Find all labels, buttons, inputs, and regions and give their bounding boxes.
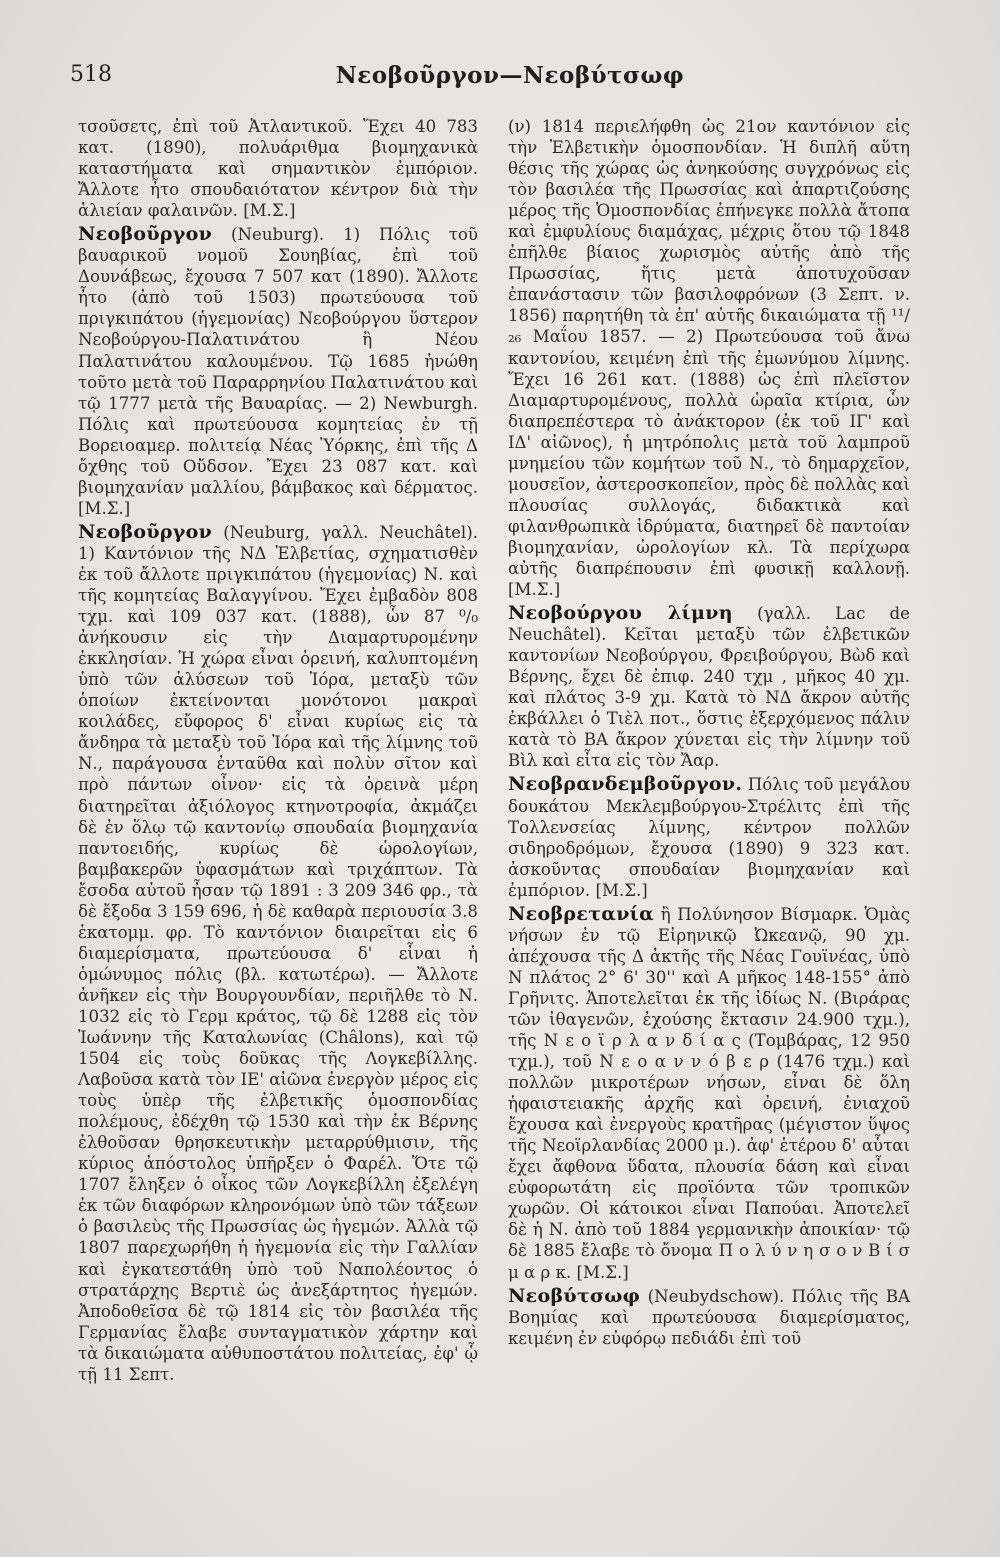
entry-text: ἢ Πολύνησον Βίσμαρκ. Ὁμὰς νήσων ἐν τῷ Εἰρηνικῷ Ὠκεανῷ, 90 χμ. ἀπέχουσα τῆς Δ ἀκτῆς τῆς Νέας Γουϊνέας, ὑπὸ Ν πλάτος 2° 6' 30'' καὶ Α μῆκος 148-155° ἀπὸ Γρῆνιτς. Ἀποτελεῖται ἐκ τῆς ἰδίως Ν. (Βιράρας τῶν ἰθαγενῶν, ἐχούσης ἔκτασιν 24.900 τχμ.), τῆς Ν ε ο ϊ ρ λ α ν δ ί α ς (Τομβάρας, 12 950 τχμ.), τοῦ Ν ε ο α ν ν ό β ε ρ (1476 τχμ.) καὶ πολλῶν μικροτέρων νήσων, εἶναι δὲ ὅλη ἡφαιστειακῆς ἀρχῆς καὶ ὀρεινή, ἐνιαχοῦ ἔχουσα καὶ ἐνεργοὺς κρατῆρας (μέγιστον ὕψος τῆς Νεοϊρλανδίας 2000 μ.). ἀφ' ἑτέρου δ' αὗται ἔχει ἄφθονα ὕδατα, πλουσία δάση καὶ εἶναι εὐφορωτάτη εἰς προϊόντα τῶν τροπικῶν χωρῶν. Οἱ κάτοικοι εἶναι Παπούαι. Ἀποτελεῖ δὲ ἡ Ν. ἀπὸ τοῦ 1884 γερμανικὴν ἀποικίαν· τῷ δὲ 1885 ἔλαβε τὸ ὄνομα Π ο λ ύ ν η σ ο ν Β ί σ μ α ρ κ. [Μ.Σ.] — [508, 904, 910, 1282]
entry-headword: Νεοβρανδεμβοῦργον. — [508, 773, 743, 796]
entry-text: (Neuburg). 1) Πόλις τοῦ βαυαρικοῦ νομοῦ Σουηβίας, ἐπὶ τοῦ Δουνάβεως, ἔχουσα 7 507 κατ (1890). Ἄλλοτε ἦτο (ἀπὸ τοῦ 1503) πρωτεύουσα τοῦ πριγκιπάτου (ἡγεμονίας) Νεοβούργου ὕστερον Νεοβούργου-Παλατινάτου ἢ Νέου Παλατινάτου καλουμένου. Τῷ 1685 ἡνώθη τοῦτο μετὰ τοῦ Παραρρηνίου Παλατινάτου καὶ τῷ 1777 μετὰ τῆς Βαυαρίας. — 2) Newburgh. Πόλις καὶ πρωτεύουσα κομητείας ἐν τῇ Βορειοαμερ. πολιτείᾳ Νέας Ὑόρκης, ἐπὶ τῆς Δ ὄχθης τοῦ Οὔδσον. Ἔχει 23 087 κατ. καὶ βιομηχανίαν μαλλίου, βάμβακος καὶ δέρματος. [Μ.Σ.] — [78, 225, 478, 518]
entry-neubydschow — [508, 1286, 910, 1349]
page-number: 518 — [70, 62, 112, 87]
entry-headword: Νεοβούργου λίμνη — [508, 602, 733, 625]
entry-text: (γαλλ. Lac de Neuchâtel). Κεῖται μεταξὺ τῶν ἐλβετικῶν καντονίων Νεοβούργου, Φρειβούργου, Βὼδ καὶ Βέρνης, ἔχει δὲ ἐπιφ. 240 τχμ , μῆκος 40 χμ. καὶ πλάτος 3-9 χμ. Κατὰ τὸ ΝΔ ἄκρον αὐτῆς ἐκβάλλει ὁ Τιὲλ ποτ., ὅστις ἐξερχόμενος πάλιν κατὰ τὸ ΒΑ ἄκρον χύνεται εἰς τὴν λίμνην τοῦ Βὶλ καὶ εἶτα εἰς τὸν Ἄαρ. — [508, 604, 911, 771]
entry-neubrandenburg — [508, 774, 910, 900]
entry-continuation — [78, 116, 478, 221]
entry-lake-neuchatel — [508, 603, 910, 771]
entry-headword: Νεοβοῦργον — [78, 223, 213, 246]
entry-headword: Νεοβρετανία — [508, 902, 655, 925]
entry-text: Πόλις τοῦ μεγάλου δουκάτου Μεκλεμβούργου-Στρέλιτς ἐπὶ τῆς Τολλενσείας λίμνης, κέντρον πολλῶν σιδηροδρόμων, ἔχουσα (1890) 9 323 κατ. ἀσκοῦντας σπουδαίαν βιομηχανίαν καὶ ἐμπόριον. [Μ.Σ.] — [508, 775, 910, 900]
right-column — [508, 116, 910, 1349]
left-column — [78, 116, 478, 1385]
entry-continuation — [508, 116, 910, 600]
entry-text: (ν) 1814 περιελήφθη ὡς 21ον καντόνιον εἰς τὴν Ἐλβετικὴν ὁμοσπονδίαν. Ἡ διπλῆ αὕτη θέσις τῆς χώρας ὡς ἀνηκούσης συγχρόνως εἰς τὸν βασιλέα τῆς Πρωσσίας καὶ ἀπαρτιζούσης μέρος τῆς Ὁμοσπονδίας ἐπήνεγκε πολλὰ ἄτοπα καὶ ἐμφυλίους διαμάχας, μέχρις ὅτου τῷ 1848 ἐπῆλθε βίαιος χωρισμὸς αὐτῆς ἀπὸ τῆς Πρωσσίας, ἥτις μετὰ ἀποτυχοῦσαν ἐπανάστασιν τῶν βασιλοφρόνων (3 Σεπτ. ν. 1856) παρητήθη τὰ ἐπ' αὐτῆς δικαιώματα τῇ ¹¹/₂₆ Μαΐου 1857. — 2) Πρωτεύουσα τοῦ ἄνω καντονίου, κειμένη ἐπὶ τῆς ἐμωνύμου λίμνης. Ἔχει 16 261 κατ. (1888) ὡς ἐπὶ πλεῖστον Διαμαρτυρομένους, πολλὰ ὡραῖα κτίρια, ὧν διαπρεπέστερα τὸ ἀνάκτορον (ἐκ τοῦ ΙΓ' καὶ ΙΔ' αἰῶνος), ἡ μητρόπολις μετὰ τοῦ λαμπροῦ μνημείου τῶν κομήτων τοῦ Ν., τὸ δημαρχεῖον, μουσεῖον, ἀστεροσκοπεῖον, πρὸς δὲ πολλὰς καὶ πλουσίας συλλογάς, διδακτικὰ καὶ φιλανθρωπικὰ ἱδρύματα, διατηρεῖ δὲ παντοίαν βιομηχανίαν, ὡρολογίων κλ. Τὰ περίχωρα αὐτῆς διαπρέπουσιν ἐπὶ φυσικῇ καλλονῇ. [Μ.Σ.] — [508, 117, 910, 600]
entry-new-britain — [508, 904, 910, 1283]
page-header — [70, 62, 950, 92]
entry-headword: Νεοβοῦργον — [78, 520, 213, 543]
running-head: Νεοβοῦργον—Νεοβύτσωφ — [335, 62, 685, 89]
entry-headword: Νεοβύτσωφ — [508, 1284, 641, 1307]
entry-text: (Neubydschow). Πόλις τῆς ΒΑ Βοημίας καὶ πρωτεύουσα διαμερίσματος, κειμένη ἐν εὐφόρῳ πεδιάδι ἐπὶ τοῦ — [508, 1286, 910, 1348]
entry-neuchatel — [78, 522, 478, 1385]
entry-neuburg-bavaria — [78, 224, 478, 519]
entry-text: (Neuburg, γαλλ. Neuchâtel). 1) Καντόνιον τῆς ΝΔ Ἐλβετίας, σχηματισθὲν ἐκ τοῦ ἄλλοτε πριγκιπάτου (ἡγεμονίας) Ν. καὶ τῆς κομητείας Βαλαγγίνου. Ἔχει ἐμβαδὸν 808 τχμ. καὶ 109 037 κατ. (1888), ὧν 87 ⁰/₀ ἀνήκουσιν εἰς τὴν Διαμαρτυρομένην ἐκκλησίαν. Ἡ χώρα εἶναι ὀρεινή, καλυπτομένη ὑπὸ τῶν ἀλύσεων τοῦ Ἰόρα, μεταξὺ τῶν ὁποίων ἐκτείνονται μονότονοι μακραὶ κοιλάδες, εὔφορος δ' εἶναι κυρίως εἰς τὰ ἄνδηρα τὰ μεταξὺ τοῦ Ἰόρα καὶ τῆς λίμνης τοῦ Ν., παράγουσα ἐνταῦθα καὶ πολὺν σῖτον καὶ πρὸ πάντων οἶνον· εἰς τὰ ὀρεινὰ μέρη διατηρεῖται ἀξιόλογος κτηνοτροφία, ἀκμάζει δὲ ἐν ὅλῳ τῷ καντονίῳ σπουδαία βιομηχανία παντοειδής, κυρίως δὲ ὡρολογίων, βαμβακερῶν ὑφασμάτων καὶ τριχάπτων. Τὰ ἔσοδα αὐτοῦ ἦσαν τῷ 1891 : 3 209 346 φρ., τὰ δὲ ἔξοδα 3 159 696, ἡ δὲ καθαρὰ περιουσία 3.8 ἑκατομμ. φρ. Τὸ καντόνιον διαιρεῖται εἰς 6 διαμερίσματα, πρωτεύουσα δ' εἶναι ἡ ὁμώνυμος πόλις (βλ. κατωτέρω). — Ἄλλοτε ἀνῆκεν εἰς τὴν Βουργουνδίαν, περιῆλθε τὸ Ν. 1032 εἰς τὸ Γερμ κράτος, τῷ δὲ 1288 εἰς τὸν Ἰωάννην τῆς Καταλωνίας (Châlons), καὶ τῷ 1504 εἰς τοὺς δοῦκας τῆς Λογκεβίλλης. Λαβοῦσα κατὰ τὸν ΙΕ' αἰῶνα ἐνεργὸν μέρος εἰς τοὺς ὑπὲρ τῆς ἐλβετικῆς ὁμοσπονδίας πολέμους, ἐδέχθη τῷ 1530 καὶ τὴν ἐκ Βέρνης ἐλθοῦσαν θρησκευτικὴν μεταρρύθμισιν, τῆς κύριος ἀπόστολος ὑπῆρξεν ὁ Φαρέλ. Ὅτε τῷ 1707 ἔληξεν ὁ οἶκος τῶν Λογκεβίλλη ἐξελέγη ἐκ τῶν διαφόρων κληρονόμων ὑπὸ τῶν τάξεων ὁ βασιλεὺς τῆς Πρωσσίας ὡς ἡγεμών. Ἀλλὰ τῷ 1807 παρεχωρήθη ἡ ἡγεμονία εἰς τὴν Γαλλίαν καὶ ἐγκατεστάθη ὑπὸ τοῦ Ναπολέοντος ὁ στρατάρχης Βερτιὲ ὡς ἀνεξάρτητος ἡγεμών. Ἀποδοθεῖσα δὲ τῷ 1814 εἰς τὸν βασιλέα τῆς Γερμανίας ἔλαβε συνταγματικὸν χάρτην καὶ τὰ δικαιώματα αὐθυποστάτου πολιτείας, ἐφ' ᾧ τῇ 11 Σεπτ. — [78, 522, 478, 1384]
entry-text: τσοῦσετς, ἐπὶ τοῦ Ἀτλαντικοῦ. Ἔχει 40 783 κατ. (1890), πολυάριθμα βιομηχανικὰ καταστήματα καὶ σημαντικὸν ἐμπόριον. Ἄλλοτε ἦτο σπουδαιότατον κέντρον διὰ τὴν ἁλιείαν φαλαινῶν. [Μ.Σ.] — [78, 117, 478, 221]
